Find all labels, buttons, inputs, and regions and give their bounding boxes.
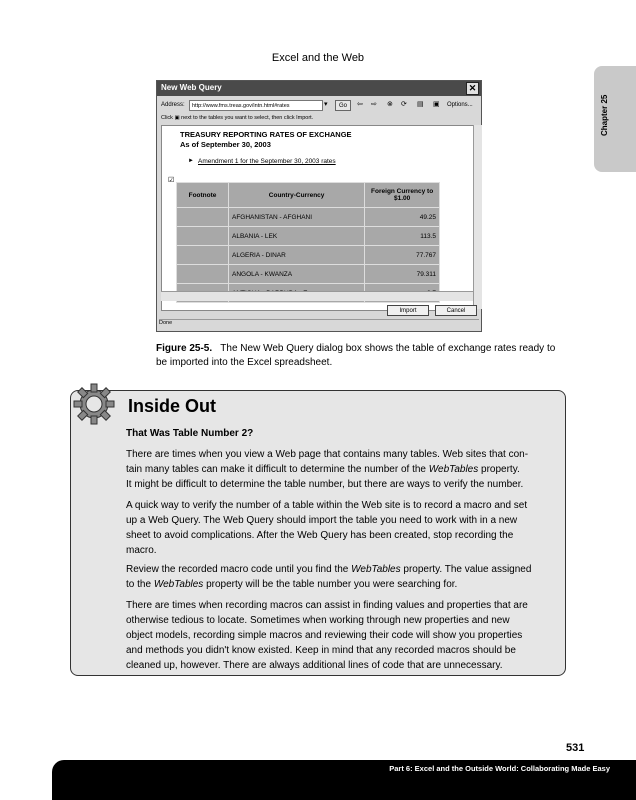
hide-icons-icon[interactable]: ▤ [417,101,424,108]
col-foreign-currency: Foreign Currency to $1.00 [365,183,440,208]
chapter-tab [594,66,636,172]
figure-label: Figure 25-5. [156,343,213,354]
chapter-tab-label: Chapter 25 [600,94,609,136]
dialog-titlebar [157,81,481,96]
status-bar: Done [159,319,479,330]
col-footnote: Footnote [177,183,229,208]
gear-icon [72,382,116,426]
forward-icon[interactable]: ⇨ [371,101,377,108]
options-button[interactable]: Options... [447,102,473,108]
vertical-scrollbar[interactable] [473,125,482,309]
paragraph-4: There are times when recording macros can assist in finding values and properties that are otherwise tedious to locate. Sometimes when working through new properties and new object models, recording simple macros and reviewing their code will show you properties and methods you didn't know existed. Keep in mind that any recorded macros should be cleaned up, however. There are always additional lines of code that are unnecessary. [126,600,528,671]
cancel-button[interactable]: Cancel [435,305,477,316]
table-row: ANGOLA - KWANZA 79.311 [177,265,440,284]
address-row [159,99,479,113]
save-query-icon[interactable]: ▣ [433,101,440,108]
stop-icon[interactable]: ⊗ [387,101,393,108]
address-label: Address: [161,102,185,108]
figure-caption [156,342,556,370]
web-preview [161,125,475,311]
dialog-button-row [157,303,481,317]
table-row: AFGHANISTAN - AFGHANI 49.25 [177,208,440,227]
inside-out-subtitle: That Was Table Number 2? [126,428,254,439]
figure-text: The New Web Query dialog box shows the table of exchange rates ready to be imported into the Excel spreadsheet. [156,343,556,368]
horizontal-scrollbar[interactable] [161,291,473,301]
amendment-link[interactable]: Amendment 1 for the September 30, 2003 rates [198,158,336,165]
table-row: ALGERIA - DINAR 77.767 [177,246,440,265]
exchange-rate-table [176,182,440,303]
running-header: Excel and the Web [271,52,365,64]
paragraph-3: Review the recorded macro code until you find the WebTables property. The value assigned to the WebTables property will be the table number you were searching for. [126,564,532,590]
paragraph-2: A quick way to verify the number of a table within the Web site is to record a macro and set up a Web Query. The Web Query should import the table you need to work with in a new sheet to avoid complications. After the Web Query has been created, stop recording the macro. [126,500,528,556]
click-instruction: Click ▣ next to the tables you want to select, then click Import. [161,115,314,121]
col-country-currency: Country-Currency [229,183,365,208]
dialog-title: New Web Query [161,83,222,92]
footer-bar [52,760,636,800]
dropdown-arrow-icon[interactable]: ▾ [324,101,328,108]
refresh-icon[interactable]: ⟳ [401,101,407,108]
page-heading-line1: TREASURY REPORTING RATES OF EXCHANGE [180,130,352,139]
arrow-icon: ► [188,158,194,164]
page-heading-line2: As of September 30, 2003 [180,140,271,149]
footer-text: Part 6: Excel and the Outside World: Collaborating Made Easy [389,764,610,773]
inside-out-title: Inside Out [128,396,217,416]
table-select-checkbox-icon[interactable]: ☑ [168,177,175,184]
paragraph-1: There are times when you view a Web page that contains many tables. Web sites that con- tain many tables can make it difficult to determine the number of the WebTables property. It might be difficult to determine the table number, but there are ways to verify the number. [126,449,529,490]
table-row: ALBANIA - LEK 113.5 [177,227,440,246]
back-icon[interactable]: ⇦ [357,101,363,108]
import-button[interactable]: Import [387,305,429,316]
close-icon[interactable]: ✕ [466,82,479,95]
go-button[interactable]: Go [335,100,351,111]
address-input[interactable]: http://www.fms.treas.gov/intn.html#rates [189,100,323,111]
page-heading [180,130,352,150]
new-web-query-dialog [156,80,482,332]
page-number: 531 [566,742,585,754]
